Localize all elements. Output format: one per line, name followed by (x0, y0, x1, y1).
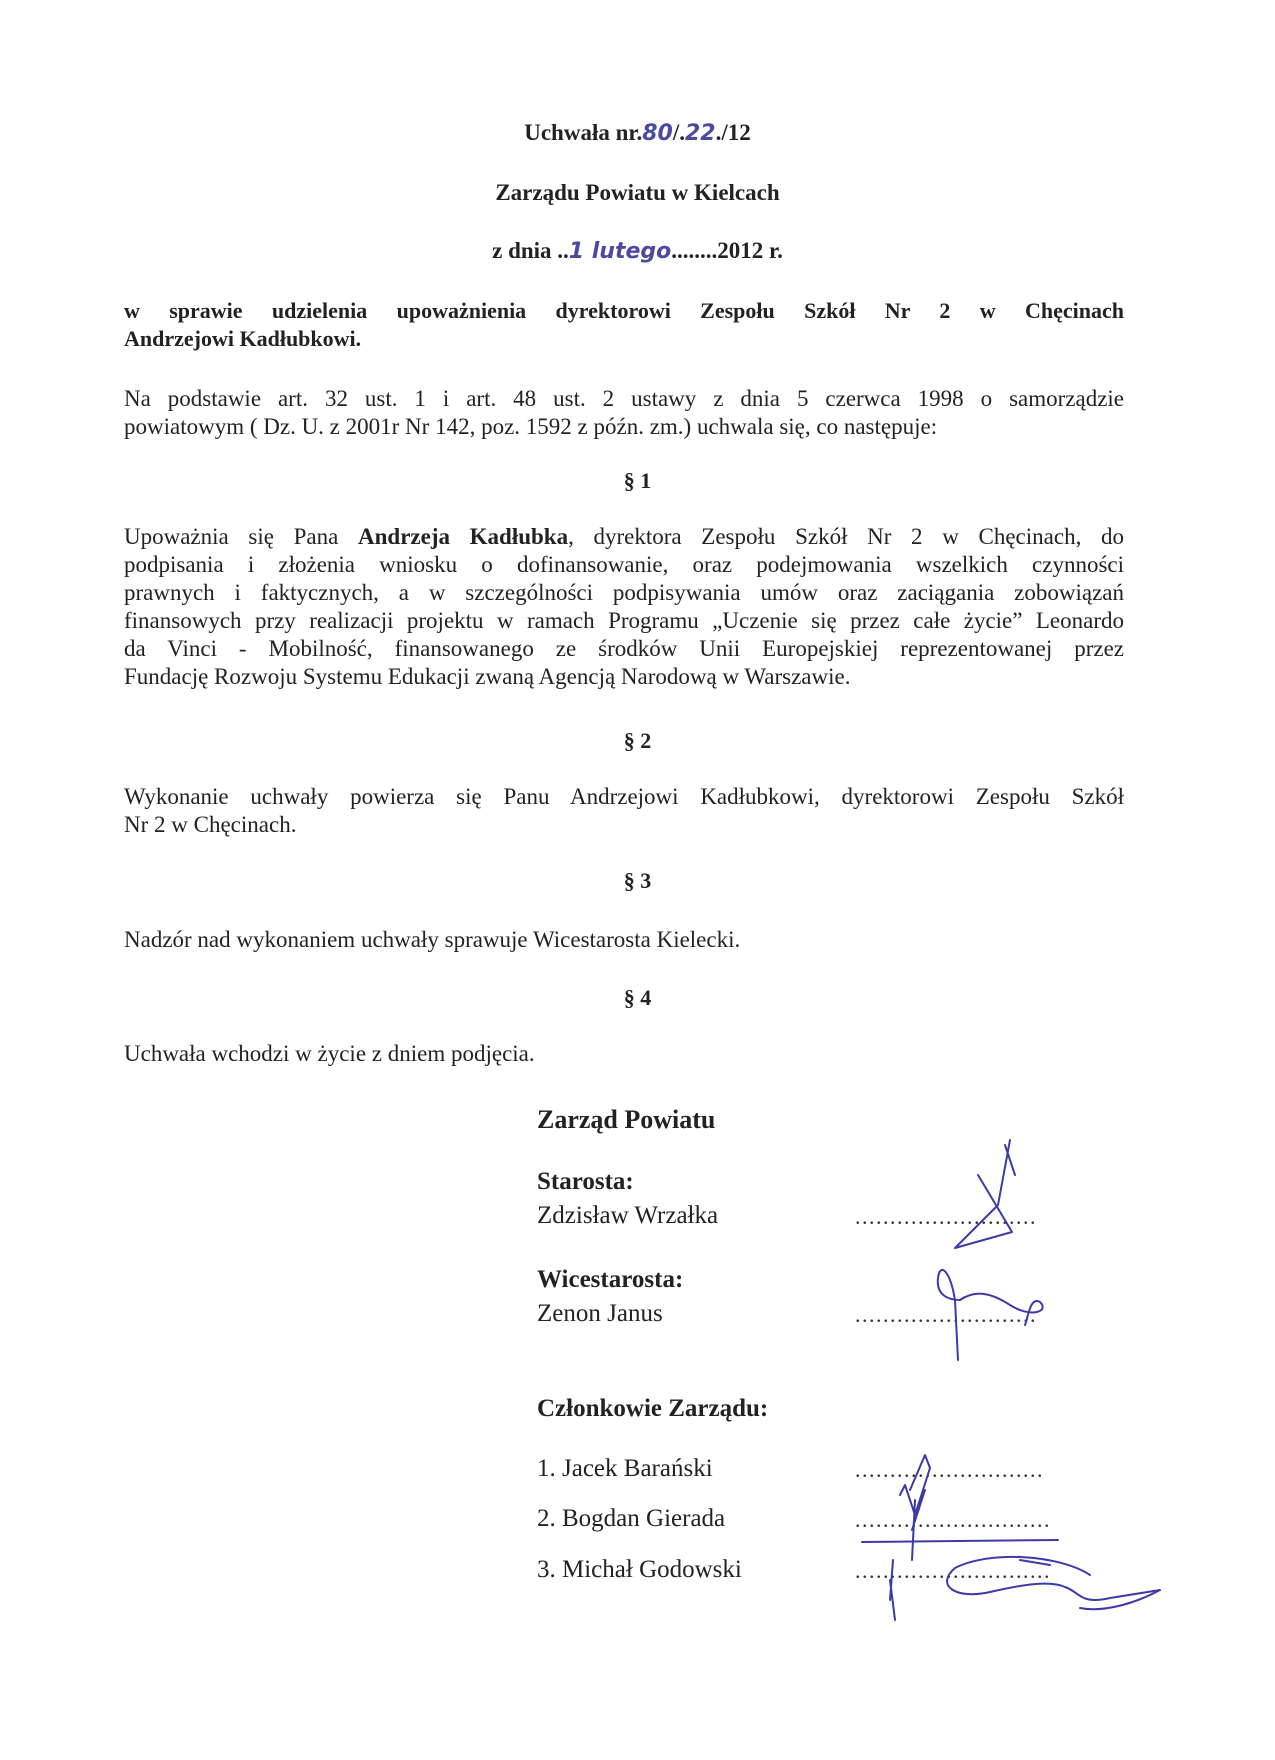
handwritten-date: 1 lutego (568, 239, 672, 264)
resolution-title (0, 120, 1275, 146)
section-mark-1: § 1 (623, 468, 652, 493)
member-1-signature-line: ........................... (855, 1457, 1044, 1482)
handwritten-number-2: 22 (685, 121, 716, 146)
section-1-line-2: podpisania i złożenia wniosku o dofinansowanie, oraz podejmowania wszelkich czynności (124, 552, 1124, 577)
subject-line-2: Andrzejowi Kadłubkowi. (124, 326, 362, 351)
section-mark-4: § 4 (623, 985, 652, 1010)
basis-line-1: Na podstawie art. 32 ust. 1 i art. 48 ust. 2 ustawy z dnia 5 czerwca 1998 o samorządzie (124, 386, 1124, 411)
date-suffix: ........2012 r. (671, 238, 783, 263)
section-2-line-1: Wykonanie uchwały powierza się Panu Andrzejowi Kadłubkowi, dyrektorowi Zespołu Szkół (124, 784, 1124, 809)
starosta-signature-line: .......................... (855, 1204, 1037, 1229)
issuing-body: Zarządu Powiatu w Kielcach (495, 180, 780, 205)
member-3-name: 3. Michał Godowski (537, 1556, 742, 1583)
starosta-label: Starosta: (537, 1168, 634, 1195)
section-2-text (124, 783, 1124, 839)
members-label: Członkowie Zarządu: (537, 1395, 769, 1422)
section-4-line-1: Uchwała wchodzi w życie z dniem podjęcia. (124, 1041, 535, 1066)
member-1-name: 1. Jacek Barański (537, 1455, 713, 1482)
section-4-text (124, 1040, 1124, 1068)
vice-label: Wicestarosta: (537, 1266, 684, 1293)
signature-starosta (955, 1140, 1015, 1248)
member-2-name: 2. Bogdan Gierada (537, 1505, 726, 1532)
section-1-line-5: da Vinci - Mobilność, finansowanego ze środków Unii Europejskiej reprezentowanej przez (124, 636, 1124, 661)
member-2-signature-line: ............................ (855, 1507, 1051, 1532)
vice-name: Zenon Janus (537, 1300, 663, 1327)
starosta-name: Zdzisław Wrzałka (537, 1202, 719, 1229)
title-prefix: Uchwała nr. (524, 120, 643, 145)
subject-line-1: w sprawie udzielenia upoważnienia dyrektorowi Zespołu Szkół Nr 2 w Chęcinach (124, 298, 1124, 323)
resolution-date (0, 238, 1275, 264)
section-1-line-6: Fundację Rozwoju Systemu Edukacji zwaną Agencją Narodową w Warszawie. (124, 664, 851, 689)
vice-signature-line: .......................... (855, 1302, 1037, 1327)
section-1-line-1: Upoważnia się Pana Andrzeja Kadłubka, dyrektora Zespołu Szkół Nr 2 w Chęcinach, do (124, 524, 1124, 549)
section-3-line-1: Nadzór nad wykonaniem uchwały sprawuje Wicestarosta Kielecki. (124, 927, 741, 952)
legal-basis (124, 385, 1124, 441)
title-separator: /. (672, 120, 685, 145)
section-1-text (124, 523, 1124, 691)
resolution-subject (124, 297, 1124, 353)
handwritten-number: 80 (642, 121, 673, 146)
section-mark-3: § 3 (623, 868, 652, 893)
section-mark-2: § 2 (623, 728, 652, 753)
section-1-line-3: prawnych i faktycznych, a w szczególności podpisywania umów oraz zaciągania zobowiązań (124, 580, 1124, 605)
board-title: Zarząd Powiatu (537, 1105, 716, 1134)
title-suffix: ./12 (715, 120, 751, 145)
emphasized-name: Andrzeja Kadłubka (358, 524, 569, 549)
date-prefix: z dnia .. (492, 238, 569, 263)
section-2-line-2: Nr 2 w Chęcinach. (124, 812, 297, 837)
section-3-text (124, 926, 1124, 954)
member-3-signature-line: ............................ (855, 1558, 1051, 1583)
basis-line-2: powiatowym ( Dz. U. z 2001r Nr 142, poz. 1592 z późn. zm.) uchwala się, co następuje: (124, 414, 938, 439)
section-1-line-4: finansowych przy realizacji projektu w ramach Programu „Uczenie się przez całe życie” Leonardo (124, 608, 1124, 633)
